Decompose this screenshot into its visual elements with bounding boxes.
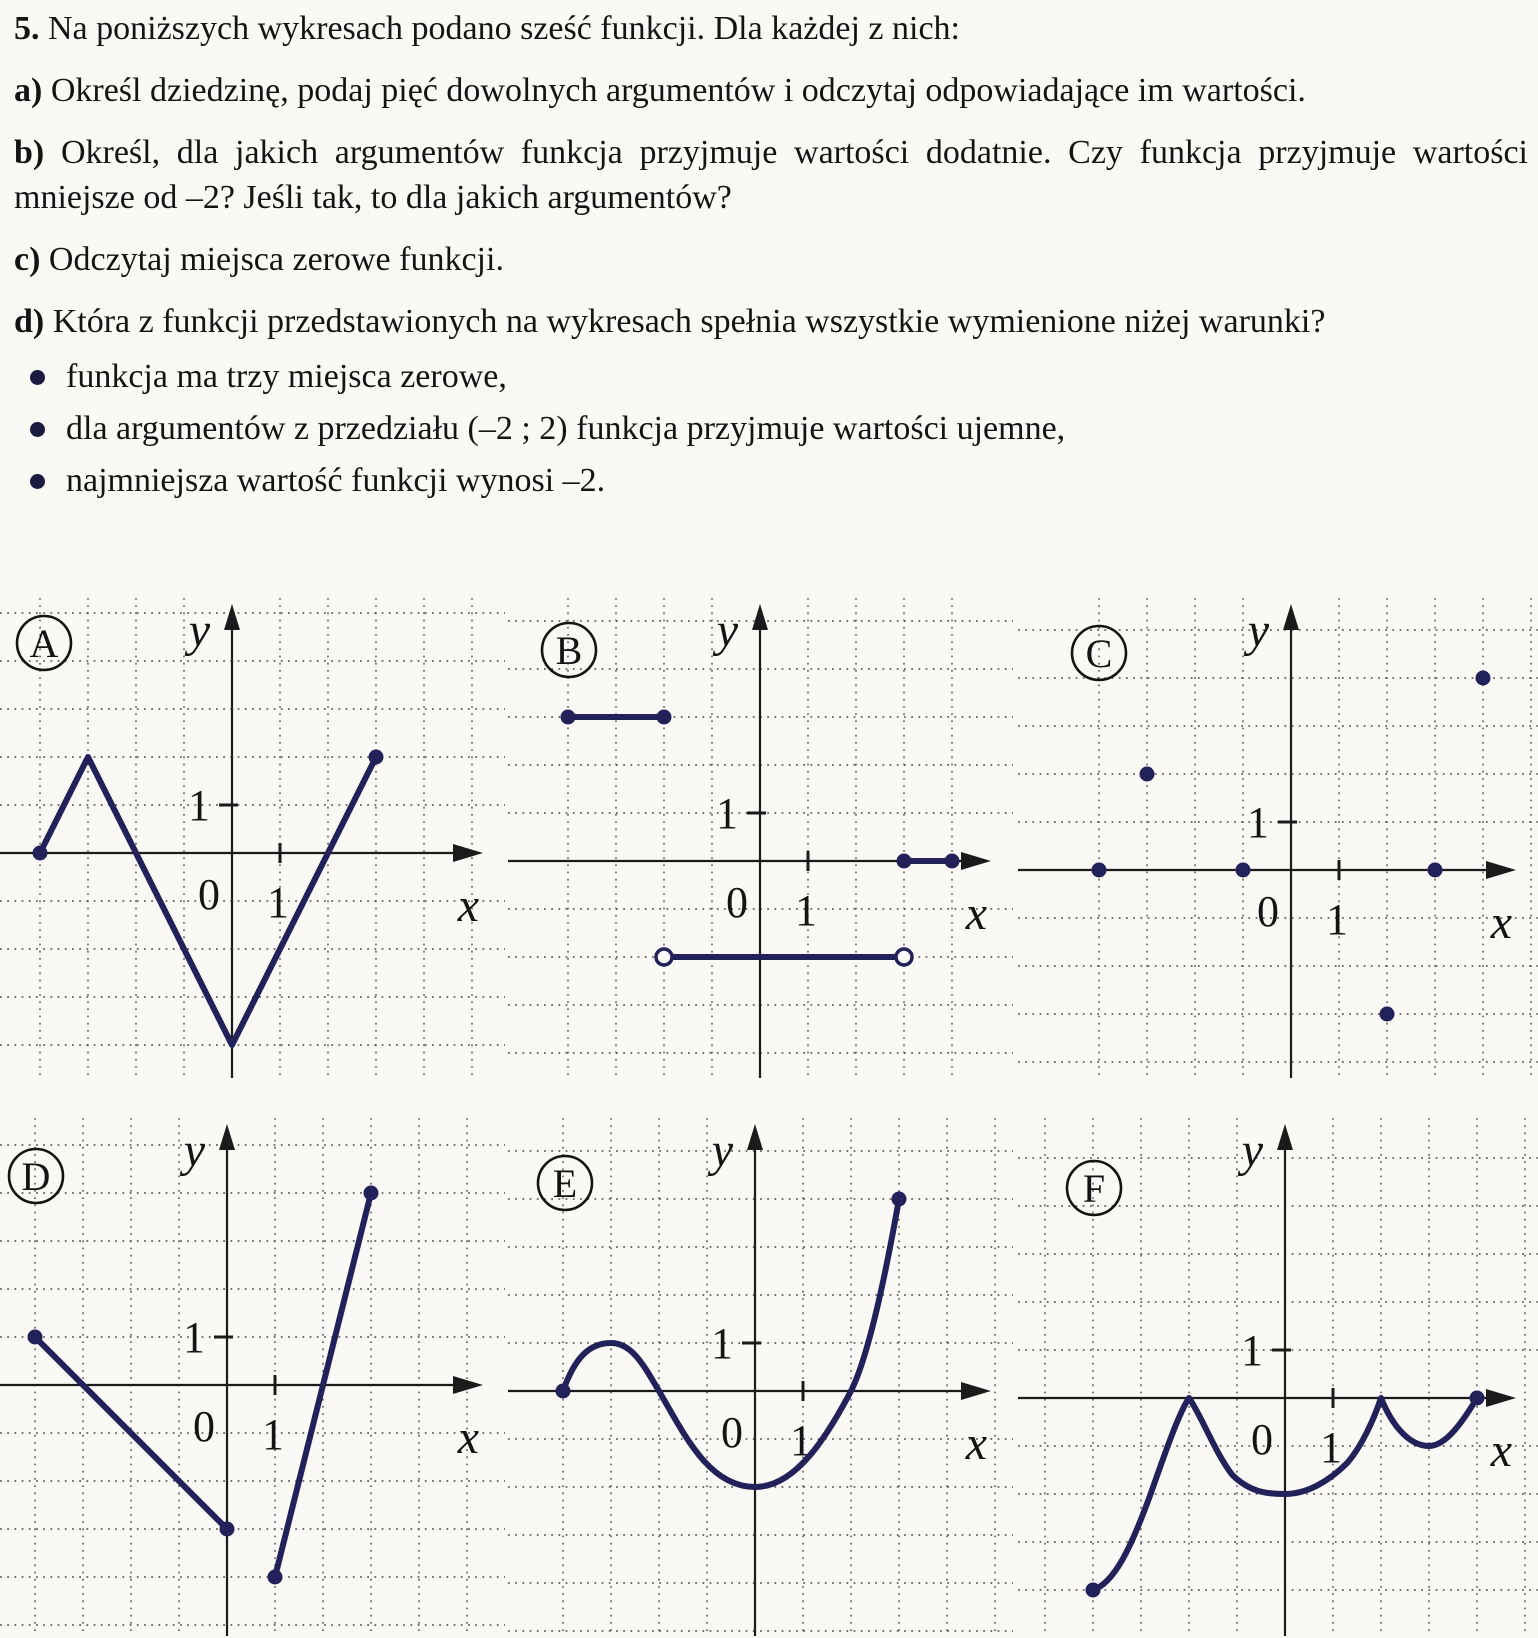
panel-letter-C	[1072, 626, 1126, 680]
x-axis-label: x	[965, 887, 987, 940]
x-axis-label: x	[457, 879, 479, 932]
origin-label: 0	[198, 870, 220, 919]
x-axis-arrow	[1486, 861, 1516, 879]
origin-label: 0	[721, 1408, 743, 1457]
point-filled	[33, 846, 48, 861]
x-unit-label: 1	[267, 878, 289, 927]
axes	[0, 604, 483, 1078]
problem-item-d	[14, 299, 1528, 344]
panel-letter-B	[542, 623, 596, 677]
axes	[0, 1124, 483, 1636]
y-axis-arrow	[1283, 604, 1299, 630]
point-filled	[556, 1384, 571, 1399]
y-axis-label: y	[711, 1124, 733, 1177]
y-unit-label: 1	[1241, 1326, 1263, 1375]
item-c-text: Odczytaj miejsca zerowe funkcji.	[48, 241, 504, 278]
point-filled	[268, 1570, 283, 1585]
x-axis-label: x	[1490, 896, 1512, 949]
point-filled	[1086, 1583, 1101, 1598]
y-axis-label: y	[1247, 604, 1269, 657]
point-filled	[1140, 767, 1155, 782]
axes	[508, 1124, 991, 1636]
point-filled	[364, 1186, 379, 1201]
x-unit-label: 1	[795, 886, 817, 935]
y-axis-arrow	[747, 1124, 763, 1150]
origin-label: 0	[1251, 1415, 1273, 1464]
point-filled	[1380, 1007, 1395, 1022]
graph-svg-E	[508, 1118, 1013, 1636]
x-axis-arrow	[453, 1376, 483, 1394]
point-filled	[1476, 671, 1491, 686]
x-axis-arrow	[1486, 1389, 1516, 1407]
graph-svg-F	[1018, 1118, 1538, 1636]
svg-text:E: E	[552, 1161, 578, 1206]
x-axis-arrow	[961, 852, 991, 870]
y-unit-label: 1	[183, 1313, 205, 1362]
item-a-text: Określ dziedzinę, podaj pięć dowolnych argumentów i odczytaj odpowiadające im wartości.	[50, 72, 1306, 109]
x-axis-arrow	[961, 1382, 991, 1400]
svg-text:F: F	[1082, 1166, 1106, 1211]
problem-item-c	[14, 237, 1528, 282]
panel-letter-E	[538, 1156, 592, 1210]
point-filled	[1428, 863, 1443, 878]
y-axis-arrow	[1277, 1124, 1293, 1150]
item-c-label: c)	[14, 241, 41, 278]
x-axis-label: x	[965, 1417, 987, 1470]
point-filled	[897, 854, 912, 869]
panel-letter-A	[17, 616, 71, 670]
panel-letter-D	[9, 1149, 63, 1203]
item-d-label: d)	[14, 303, 45, 340]
condition-3-text: najmniejsza wartość funkcji wynosi –2.	[66, 462, 606, 499]
item-a-label: a)	[14, 72, 43, 109]
panel-letter-F	[1067, 1161, 1121, 1215]
x-axis-arrow	[453, 844, 483, 862]
point-filled	[1470, 1391, 1485, 1406]
axis-labels	[1237, 1124, 1512, 1477]
graph-panel-E	[508, 1118, 1013, 1636]
problem-text	[0, 0, 1538, 503]
x-unit-label: 1	[790, 1416, 812, 1465]
origin-label: 0	[193, 1402, 215, 1451]
point-open	[656, 949, 672, 965]
x-unit-label: 1	[1320, 1423, 1342, 1472]
svg-text:D: D	[21, 1154, 51, 1199]
point-filled	[1092, 863, 1107, 878]
axis-labels	[184, 604, 479, 932]
x-axis-label: x	[457, 1411, 479, 1464]
point-open	[896, 949, 912, 965]
conditions-list	[14, 354, 1528, 503]
point-filled	[945, 854, 960, 869]
axis-labels	[1243, 604, 1512, 949]
point-filled	[892, 1192, 907, 1207]
y-unit-label: 1	[711, 1319, 733, 1368]
problem-number: 5.	[14, 10, 40, 47]
origin-label: 0	[726, 878, 748, 927]
axis-labels	[712, 604, 987, 940]
grid	[508, 1118, 1013, 1636]
condition-2-text: dla argumentów z przedziału (–2 ; 2) funkcja przyjmuje wartości ujemne,	[66, 410, 1066, 447]
problem-intro-text: Na poniższych wykresach podano sześć funkcji. Dla każdej z nich:	[48, 10, 960, 47]
graph-panel-B	[508, 598, 1013, 1078]
graph-panel-C	[1018, 598, 1538, 1078]
y-unit-label: 1	[1247, 798, 1269, 847]
svg-text:B: B	[555, 628, 583, 673]
item-d-text: Która z funkcji przedstawionych na wykresach spełnia wszystkie wymienione niżej warunki?	[52, 303, 1326, 340]
graph-panel-F	[1018, 1118, 1538, 1636]
y-axis-arrow	[219, 1124, 235, 1150]
x-axis-label: x	[1490, 1424, 1512, 1477]
graph-panel-A	[0, 598, 505, 1078]
condition-1-text: funkcja ma trzy miejsca zerowe,	[66, 358, 507, 395]
y-axis-label: y	[716, 604, 738, 657]
point-filled	[220, 1522, 235, 1537]
y-axis-arrow	[224, 604, 240, 630]
problem-item-b	[14, 130, 1528, 220]
point-filled	[561, 710, 576, 725]
graph-svg-D	[0, 1118, 505, 1636]
axis-labels	[707, 1124, 987, 1470]
graph-svg-C	[1018, 598, 1538, 1078]
condition-item	[14, 406, 1528, 451]
graph-svg-B	[508, 598, 1013, 1078]
x-unit-label: 1	[1326, 895, 1348, 944]
item-b-text: Określ, dla jakich argumentów funkcja przyjmuje wartości dodatnie. Czy funkcja przyjmuje wartości mniejsze od –2? Jeśli tak, to dla jakich argumentów?	[14, 134, 1528, 216]
graph-panel-D	[0, 1118, 505, 1636]
point-filled	[28, 1330, 43, 1345]
axis-labels	[179, 1124, 479, 1464]
problem-item-a	[14, 68, 1528, 113]
condition-item	[14, 458, 1528, 503]
svg-text:C: C	[1085, 631, 1113, 676]
item-b-label: b)	[14, 134, 45, 171]
graph-svg-A	[0, 598, 505, 1078]
y-axis-label: y	[188, 604, 210, 657]
point-filled	[1236, 863, 1251, 878]
y-unit-label: 1	[188, 781, 210, 830]
y-unit-label: 1	[716, 789, 738, 838]
y-axis-label: y	[1241, 1124, 1263, 1177]
svg-text:A: A	[29, 621, 59, 666]
condition-item	[14, 354, 1528, 399]
x-unit-label: 1	[262, 1410, 284, 1459]
origin-label: 0	[1257, 887, 1279, 936]
point-filled	[657, 710, 672, 725]
problem-intro	[14, 6, 1528, 51]
graphs-grid	[0, 598, 1538, 1638]
point-filled	[369, 750, 384, 765]
y-axis-arrow	[752, 604, 768, 630]
y-axis-label: y	[183, 1124, 205, 1177]
